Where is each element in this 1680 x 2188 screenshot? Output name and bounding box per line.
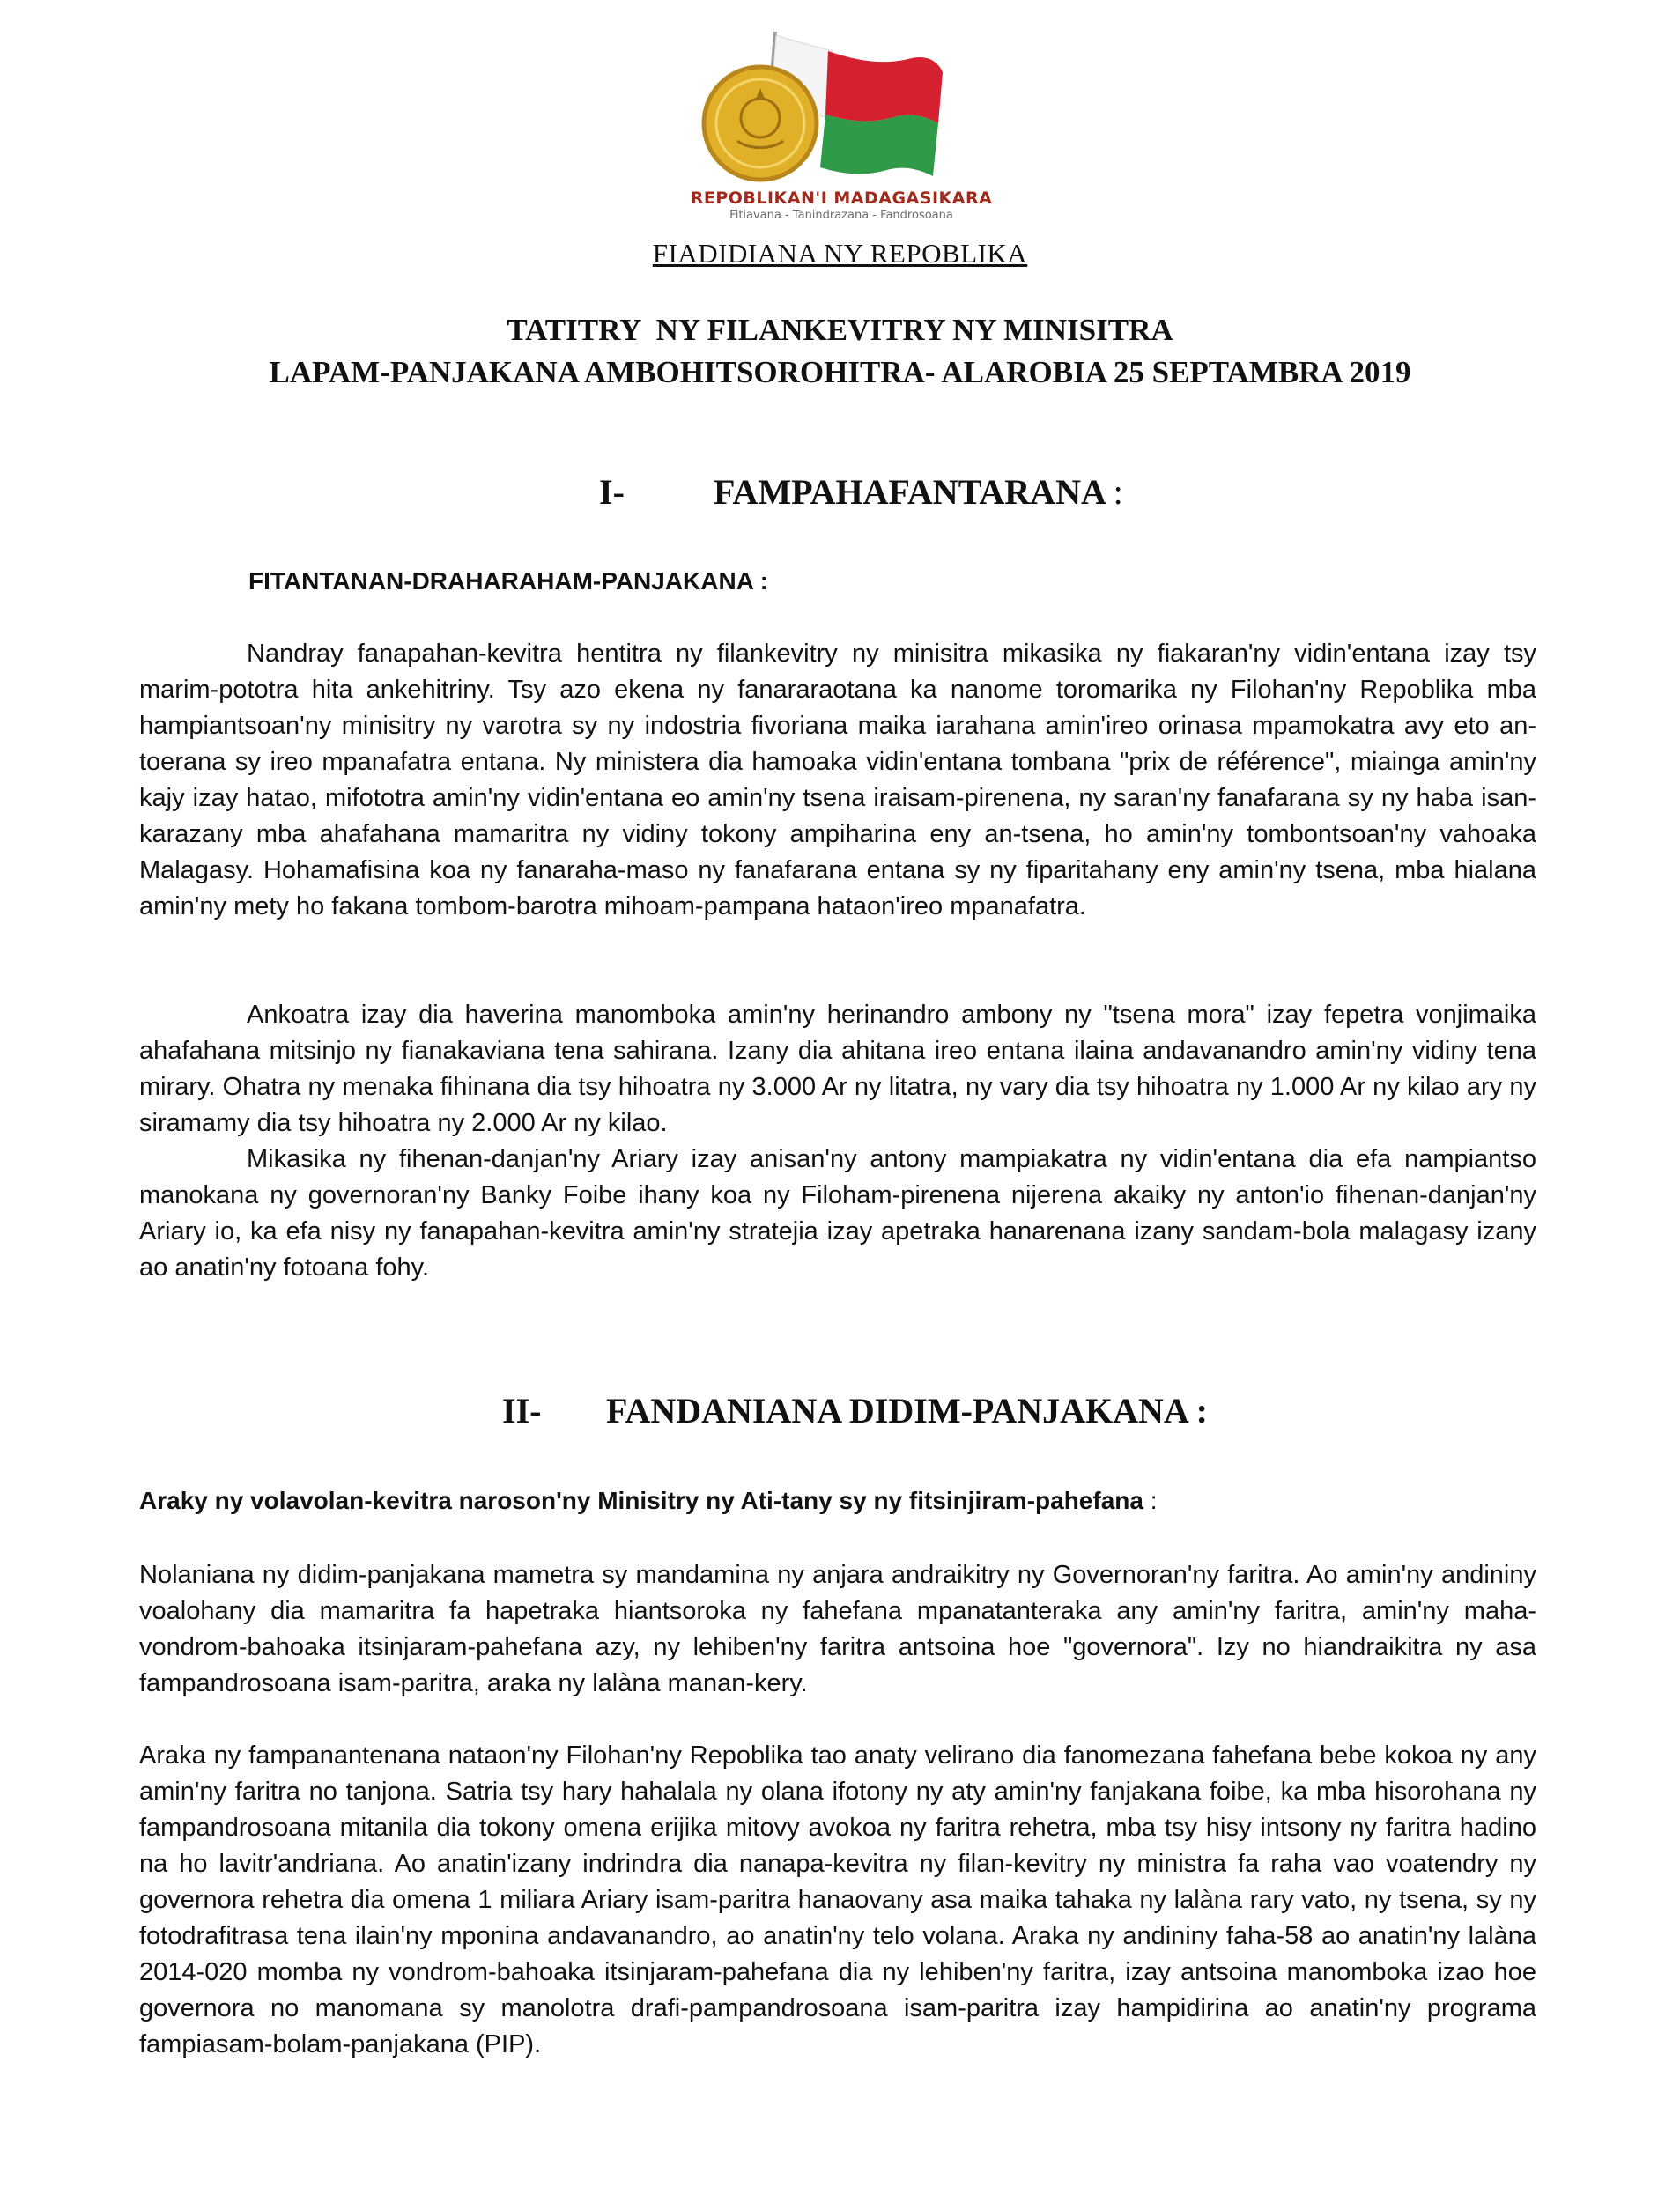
section-2-paragraph-2: Araka ny fampanantenana nataon'ny Filohan'ny Repoblika tao anaty velirano dia fanomezana fahefana bebe kokoa ny any amin'ny faritra no tanjona. Satria tsy hary hahalala ny olana ifotony ny aty amin'ny fanjakana foibe, ka mba hisorohana ny fampandrosoana mitanila dia tokony omena erijika mitovy avokoa ny faritra rehetra, mba tsy hisy intsony ny faritra hadino na ho lavitr'andriana. Ao anatin'izany indrindra dia nanapa-kevitra ny filan-kevitry ny ministra fa raha vao voatendry ny governora rehetra dia omena 1 miliara Ariary isam-paritra hanaovany asa maika tahaka ny lalàna rary vato, ny tsena, sy ny fotodrafitrasa tena ilain'ny mponina andavanandro, ao anatin'ny telo volana. Araka ny andininy faha-58 ao anatin'ny lalàna 2014-020 momba ny vondrom-bahoaka itsinjaram-pahefana dia ny lehiben'ny faritra, izay antsoina manomboka izao hoe governora no manomana sy manolotra drafi-pampandrosoana isam-paritra izay hampidirina ao anatin'ny programa fampiasam-bolam-panjakana (PIP). bbox=[139, 1741, 1536, 2059]
flag-and-seal-icon bbox=[648, 26, 1035, 185]
section-2-paragraph-1: Nolaniana ny didim-panjakana mametra sy mandamina ny anjara andraikitry ny Governoran'ny faritra. Ao amin'ny andininy voalohany dia mamaritra fa hapetraka hiantsoroka ny fahefana mpanatanteraka any amin'ny faritra, amin'ny maha-vondrom-bahoaka itsinjaram-pahefana azy, ny lehiben'ny faritra antsoina hoe "governora". Izy no hiandraikitra ny asa fampandrosoana isam-paritra, araka ny lalàna manan-kery. bbox=[139, 1561, 1536, 1697]
section-2-number: II- bbox=[502, 1391, 542, 1430]
report-title-line-2: LAPAM-PANJAKANA AMBOHITSOROHITRA- ALAROBIA 25 SEPTAMBRA 2019 bbox=[269, 355, 1411, 389]
section-1-paragraph-2: Ankoatra izay dia haverina manomboka amin'ny herinandro ambony ny "tsena mora" izay fepetra vonjimaika ahafahana mitsinjo ny fianakaviana tena sahirana. Izany dia ahitana ireo entana ilaina andavanandro amin'ny vidiny tena mirary. Ohatra ny menaka fihinana dia tsy hihoatra ny 3.000 Ar ny litatra, ny vary dia tsy hihoatra ny 1.000 Ar ny kilao ary ny siramamy dia tsy hihoatra ny 2.000 Ar ny kilao. bbox=[139, 1001, 1536, 1137]
emblem-motto: Fitiavana - Tanindrazana - Fandrosoana bbox=[729, 209, 953, 222]
section-2-title: FANDANIANA DIDIM-PANJAKANA : bbox=[606, 1391, 1208, 1430]
section-1-paragraph-1: Nandray fanapahan-kevitra hentitra ny filankevitry ny minisitra mikasika ny fiakaran'ny vidin'entana izay tsy marim-pototra hita ankehitriny. Tsy azo ekena ny fanararaotana ka nanome toromarika ny Filohan'ny Repoblika mba hampiantsoan'ny minisitry ny varotra sy ny indostria fivoriana maika iarahana amin'ireo orinasa mpamokatra avy eto an-toerana sy ireo mpanafatra entana. Ny ministera dia hamoaka vidin'entana tombana "prix de référence", miainga amin'ny kajy izay hatao, mifototra amin'ny vidin'entana eo amin'ny tsena iraisam-pirenena, ny saran'ny fanafarana sy ny haba isan-karazany mba ahafahana mamaritra ny vidiny tokony ampiharina eny an-tsena, ho amin'ny tombontsoan'ny vahoaka Malagasy. Hohamafisina koa ny fanaraha-maso ny fanafarana entana sy ny fiparitahany eny amin'ny tsena, mba hialana amin'ny mety ho fakana tombom-barotra mihoam-pampana hataon'ireo mpanafatra. bbox=[139, 639, 1536, 920]
report-title-line-1: TATITRY NY FILANKEVITRY NY MINISITRA bbox=[507, 313, 1173, 347]
section-2-subheading-text: Araky ny volavolan-kevitra naroson'ny Minisitry ny Ati-tany sy ny fitsinjiram-pahefana bbox=[139, 1487, 1143, 1514]
emblem-title: REPOBLIKAN'I MADAGASIKARA bbox=[690, 188, 993, 208]
section-1-title: FAMPAHAFANTARANA bbox=[714, 472, 1105, 512]
section-1-subheading: FITANTANAN-DRAHARAHAM-PANJAKANA : bbox=[248, 567, 768, 595]
section-2-subheading-colon: : bbox=[1143, 1487, 1158, 1514]
section-2-heading bbox=[502, 1390, 1208, 1431]
section-1-paragraph-3: Mikasika ny fihenan-danjan'ny Ariary izay anisan'ny antony mampiakatra ny vidin'entana dia efa nampiantso manokana ny governoran'ny Banky Foibe ihany koa ny Filoham-pirenena nijerena akaiky ny anton'io fihenan-danjan'ny Ariary io, ka efa nisy ny fanapahan-kevitra amin'ny stratejia izay apetraka hanarenana izany sandam-bola malagasy izany ao anatin'ny fotoana fohy. bbox=[139, 1145, 1536, 1282]
section-2-subheading bbox=[139, 1487, 1158, 1515]
section-1-heading bbox=[599, 471, 1123, 513]
section-1-number: I- bbox=[599, 472, 625, 512]
presidency-heading: FIADIDIANA NY REPOBLIKA bbox=[652, 238, 1028, 269]
republic-emblem bbox=[648, 26, 1035, 231]
section-1-colon: : bbox=[1113, 472, 1123, 512]
